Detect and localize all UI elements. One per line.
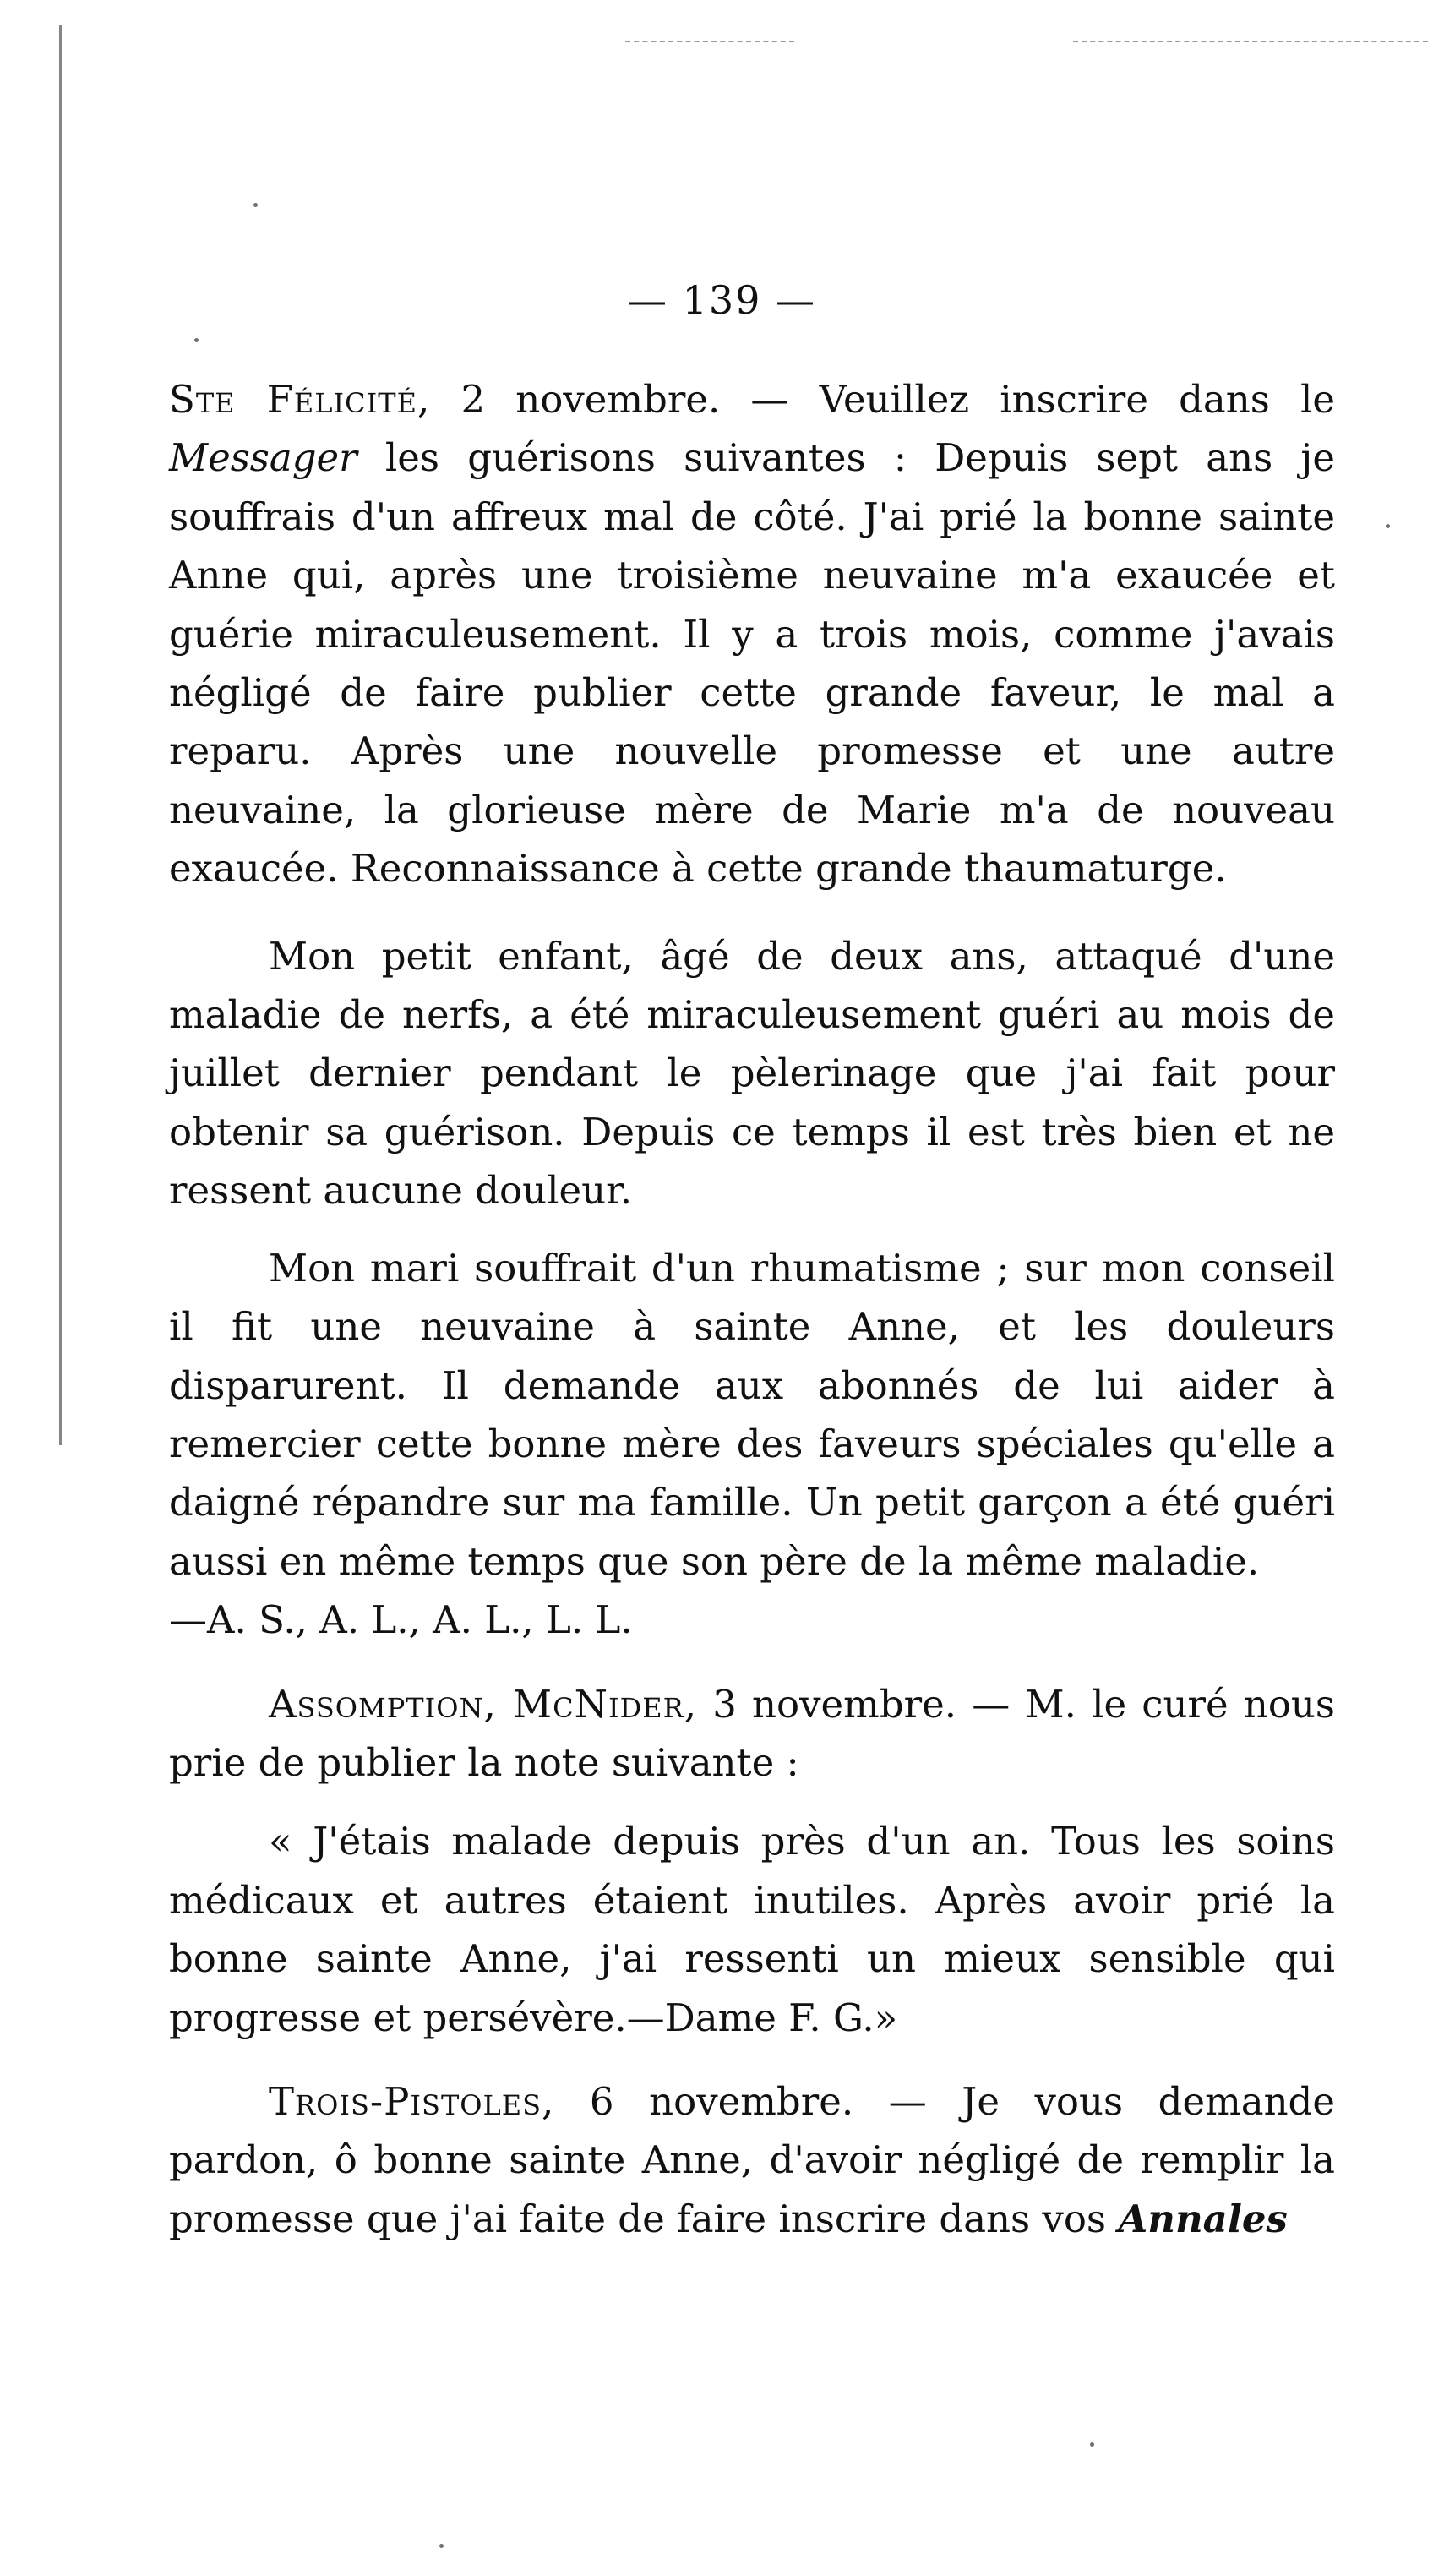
scan-speck [194,338,199,342]
paragraph-assomption [169,1675,1335,1793]
place-name: Ste Félicité, [169,377,431,422]
paragraph-trois-pistoles [169,2072,1335,2248]
paragraph-text: 6 novembre. — Je vous demande pardon, ô bonne sainte Anne, d'avoir négligé de remplir la promesse que j'ai faite de faire inscrire dans vos [169,2078,1335,2241]
place-name: Assomption, McNider, [269,1681,698,1727]
scan-speck [1090,2442,1094,2447]
scan-edge-line [59,25,67,1445]
signature: —A. S., A. L., A. L., L. L. [169,1597,633,1643]
page-number: — 139 — [627,277,817,323]
paragraph-husband-healing [169,1239,1335,1650]
journal-title: Messager [169,435,357,481]
scan-speck [1386,524,1390,528]
paragraph-text: les guérisons suivantes : Depuis sept ans je souffrais d'un affreux mal de côté. J'ai prié la bonne sainte Anne qui, après une troisième neuvaine m'a exaucée et guérie miraculeusement. Il y a trois mois, comme j'avais négligé de faire publier cette grande faveur, le mal a reparu. Après une nouvelle promesse et une autre neuvaine, la glorieuse mère de Marie m'a de nouveau exaucée. Reconnaissance à cette grande thaumaturge. [169,435,1335,892]
paragraph-child-healing: Mon petit enfant, âgé de deux ans, attaqué d'une maladie de nerfs, a été miraculeusement guéri au mois de juillet dernier pendant le pèlerinage que j'ai fait pour obtenir sa guérison. Depuis ce temps il est très bien et ne ressent aucune douleur. [169,933,1335,1214]
scan-artifact-dashes [1073,41,1428,44]
scan-artifact-dashes [625,41,794,44]
paragraph-date: 2 novembre. — Veuillez inscrire dans le [430,377,1335,422]
scan-speck [439,2544,444,2548]
journal-title: Annales [1118,2196,1288,2241]
place-name: Trois-Pistoles, [269,2078,555,2124]
paragraph-quoted-note: « J'étais malade depuis près d'un an. Tous les soins médicaux et autres étaient inutiles. Après avoir prié la bonne sainte Anne, j'ai ressenti un mieux sensible qui progresse et persévère.—Dame F. G.» [169,1819,1335,2040]
article-body [169,370,1335,2248]
paragraph-text: 3 novembre. — M. le curé nous prie de publier la note suivante : [169,1681,1335,1785]
paragraph-text: Mon mari souffrait d'un rhumatisme ; sur mon conseil il fit une neuvaine à sainte Anne, et les douleurs disparurent. Il demande aux abonnés de lui aider à remercier cette bonne mère des faveurs spéciales qu'elle a daigné répandre sur ma famille. Un petit garçon a été guéri aussi en même temps que son père de la même maladie. [169,1245,1335,1584]
paragraph-ste-felicite [169,370,1335,898]
scan-speck [253,203,258,207]
